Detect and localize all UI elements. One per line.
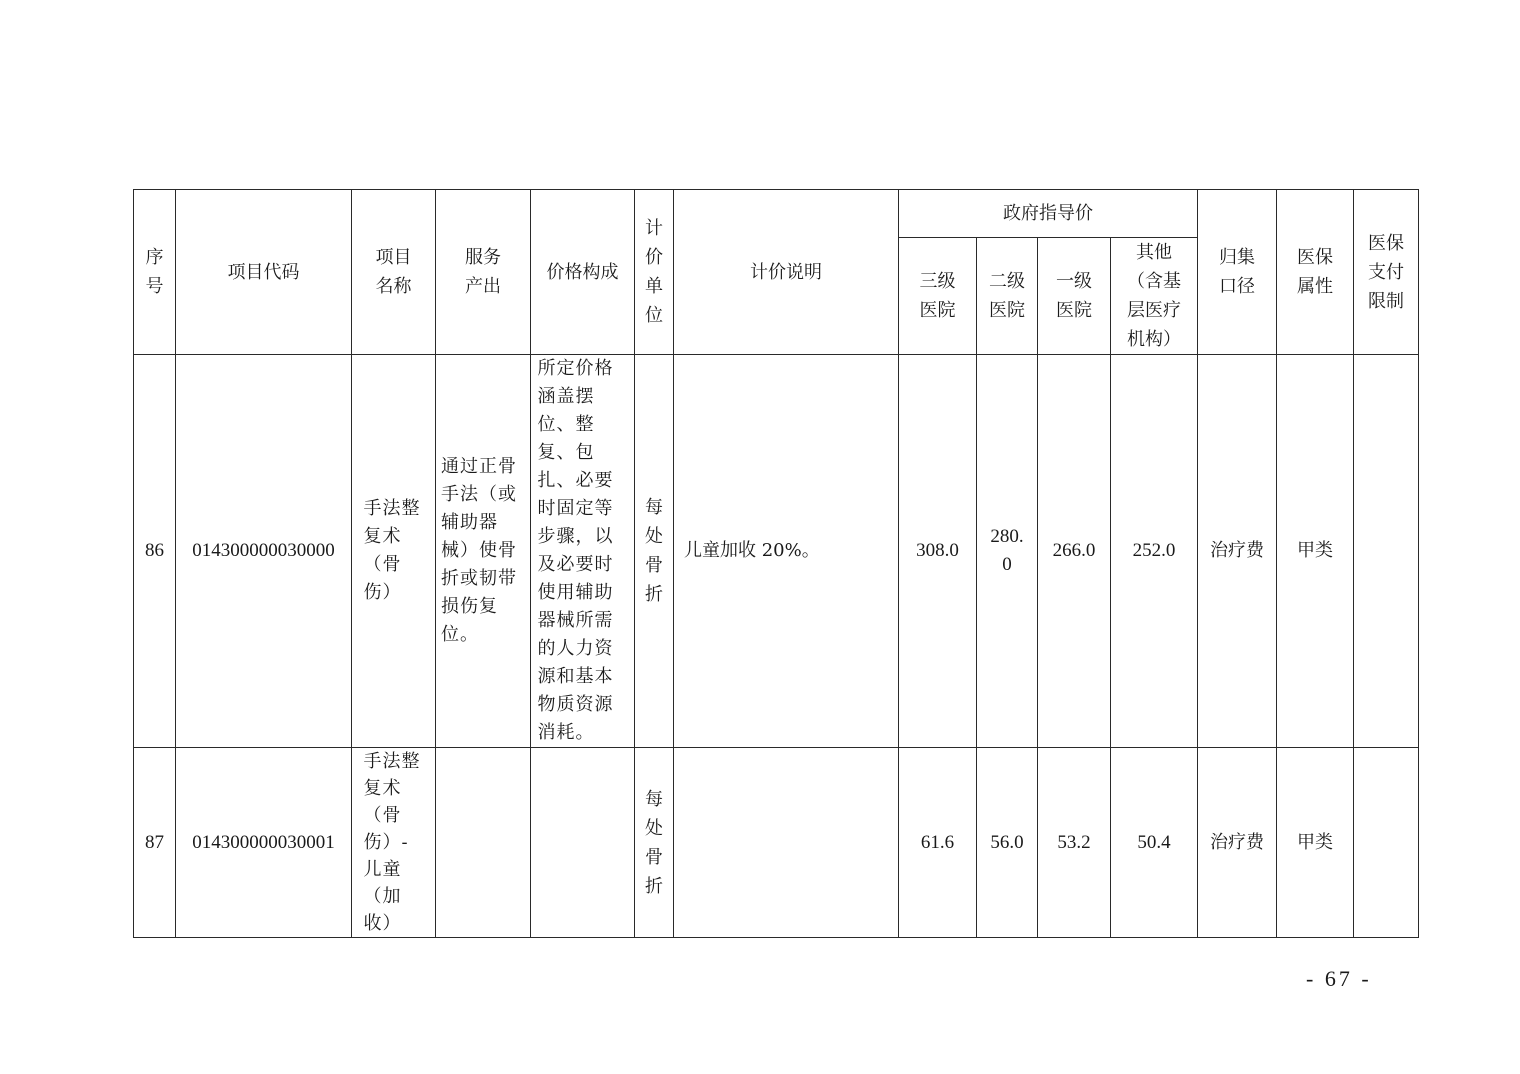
cell-tier3: 61.6 <box>899 748 977 938</box>
cell-composition <box>531 748 635 938</box>
cell-composition: 所定价格涵盖摆位、整复、包扎、必要时固定等步骤，以及必要时使用辅助器械所需的人力资源和基本物质资源消耗。 <box>531 355 635 748</box>
header-tier2: 二级医院 <box>977 238 1038 355</box>
header-limit: 医保支付限制 <box>1354 190 1419 355</box>
cell-tier3: 308.0 <box>899 355 977 748</box>
header-note: 计价说明 <box>674 190 899 355</box>
cell-other: 252.0 <box>1111 355 1198 748</box>
header-other: 其他（含基层医疗机构） <box>1111 238 1198 355</box>
table-row <box>134 748 1419 938</box>
cell-name: 手法整复术（骨伤）-儿童（加收） <box>352 748 436 938</box>
price-table <box>133 189 1419 938</box>
page-number: - 67 - <box>1306 966 1372 991</box>
header-code: 项目代码 <box>176 190 352 355</box>
cell-code: 014300000030000 <box>176 355 352 748</box>
cell-unit: 每处骨折 <box>635 355 674 748</box>
cell-unit: 每处骨折 <box>635 748 674 938</box>
cell-insurance: 甲类 <box>1277 355 1354 748</box>
cell-code: 014300000030001 <box>176 748 352 938</box>
cell-other: 50.4 <box>1111 748 1198 938</box>
header-unit: 计价单位 <box>635 190 674 355</box>
cell-name: 手法整复术（骨伤） <box>352 355 436 748</box>
cell-tier2: 56.0 <box>977 748 1038 938</box>
cell-tier1: 266.0 <box>1038 355 1111 748</box>
header-seq: 序号 <box>134 190 176 355</box>
header-insurance: 医保属性 <box>1277 190 1354 355</box>
cell-note: 儿童加收 20%。 <box>674 355 899 748</box>
header-name: 项目名称 <box>352 190 436 355</box>
header-category: 归集口径 <box>1198 190 1277 355</box>
cell-output: 通过正骨手法（或辅助器械）使骨折或韧带损伤复位。 <box>436 355 531 748</box>
header-tier1: 一级医院 <box>1038 238 1111 355</box>
cell-category: 治疗费 <box>1198 748 1277 938</box>
cell-tier2: 280.0 <box>977 355 1038 748</box>
cell-output <box>436 748 531 938</box>
cell-limit <box>1354 355 1419 748</box>
cell-insurance: 甲类 <box>1277 748 1354 938</box>
header-gov-price: 政府指导价 <box>899 190 1198 238</box>
cell-category: 治疗费 <box>1198 355 1277 748</box>
table-row <box>134 355 1419 748</box>
cell-limit <box>1354 748 1419 938</box>
cell-seq: 87 <box>134 748 176 938</box>
cell-tier1: 53.2 <box>1038 748 1111 938</box>
header-output: 服务产出 <box>436 190 531 355</box>
cell-note <box>674 748 899 938</box>
cell-seq: 86 <box>134 355 176 748</box>
header-tier3: 三级医院 <box>899 238 977 355</box>
header-composition: 价格构成 <box>531 190 635 355</box>
